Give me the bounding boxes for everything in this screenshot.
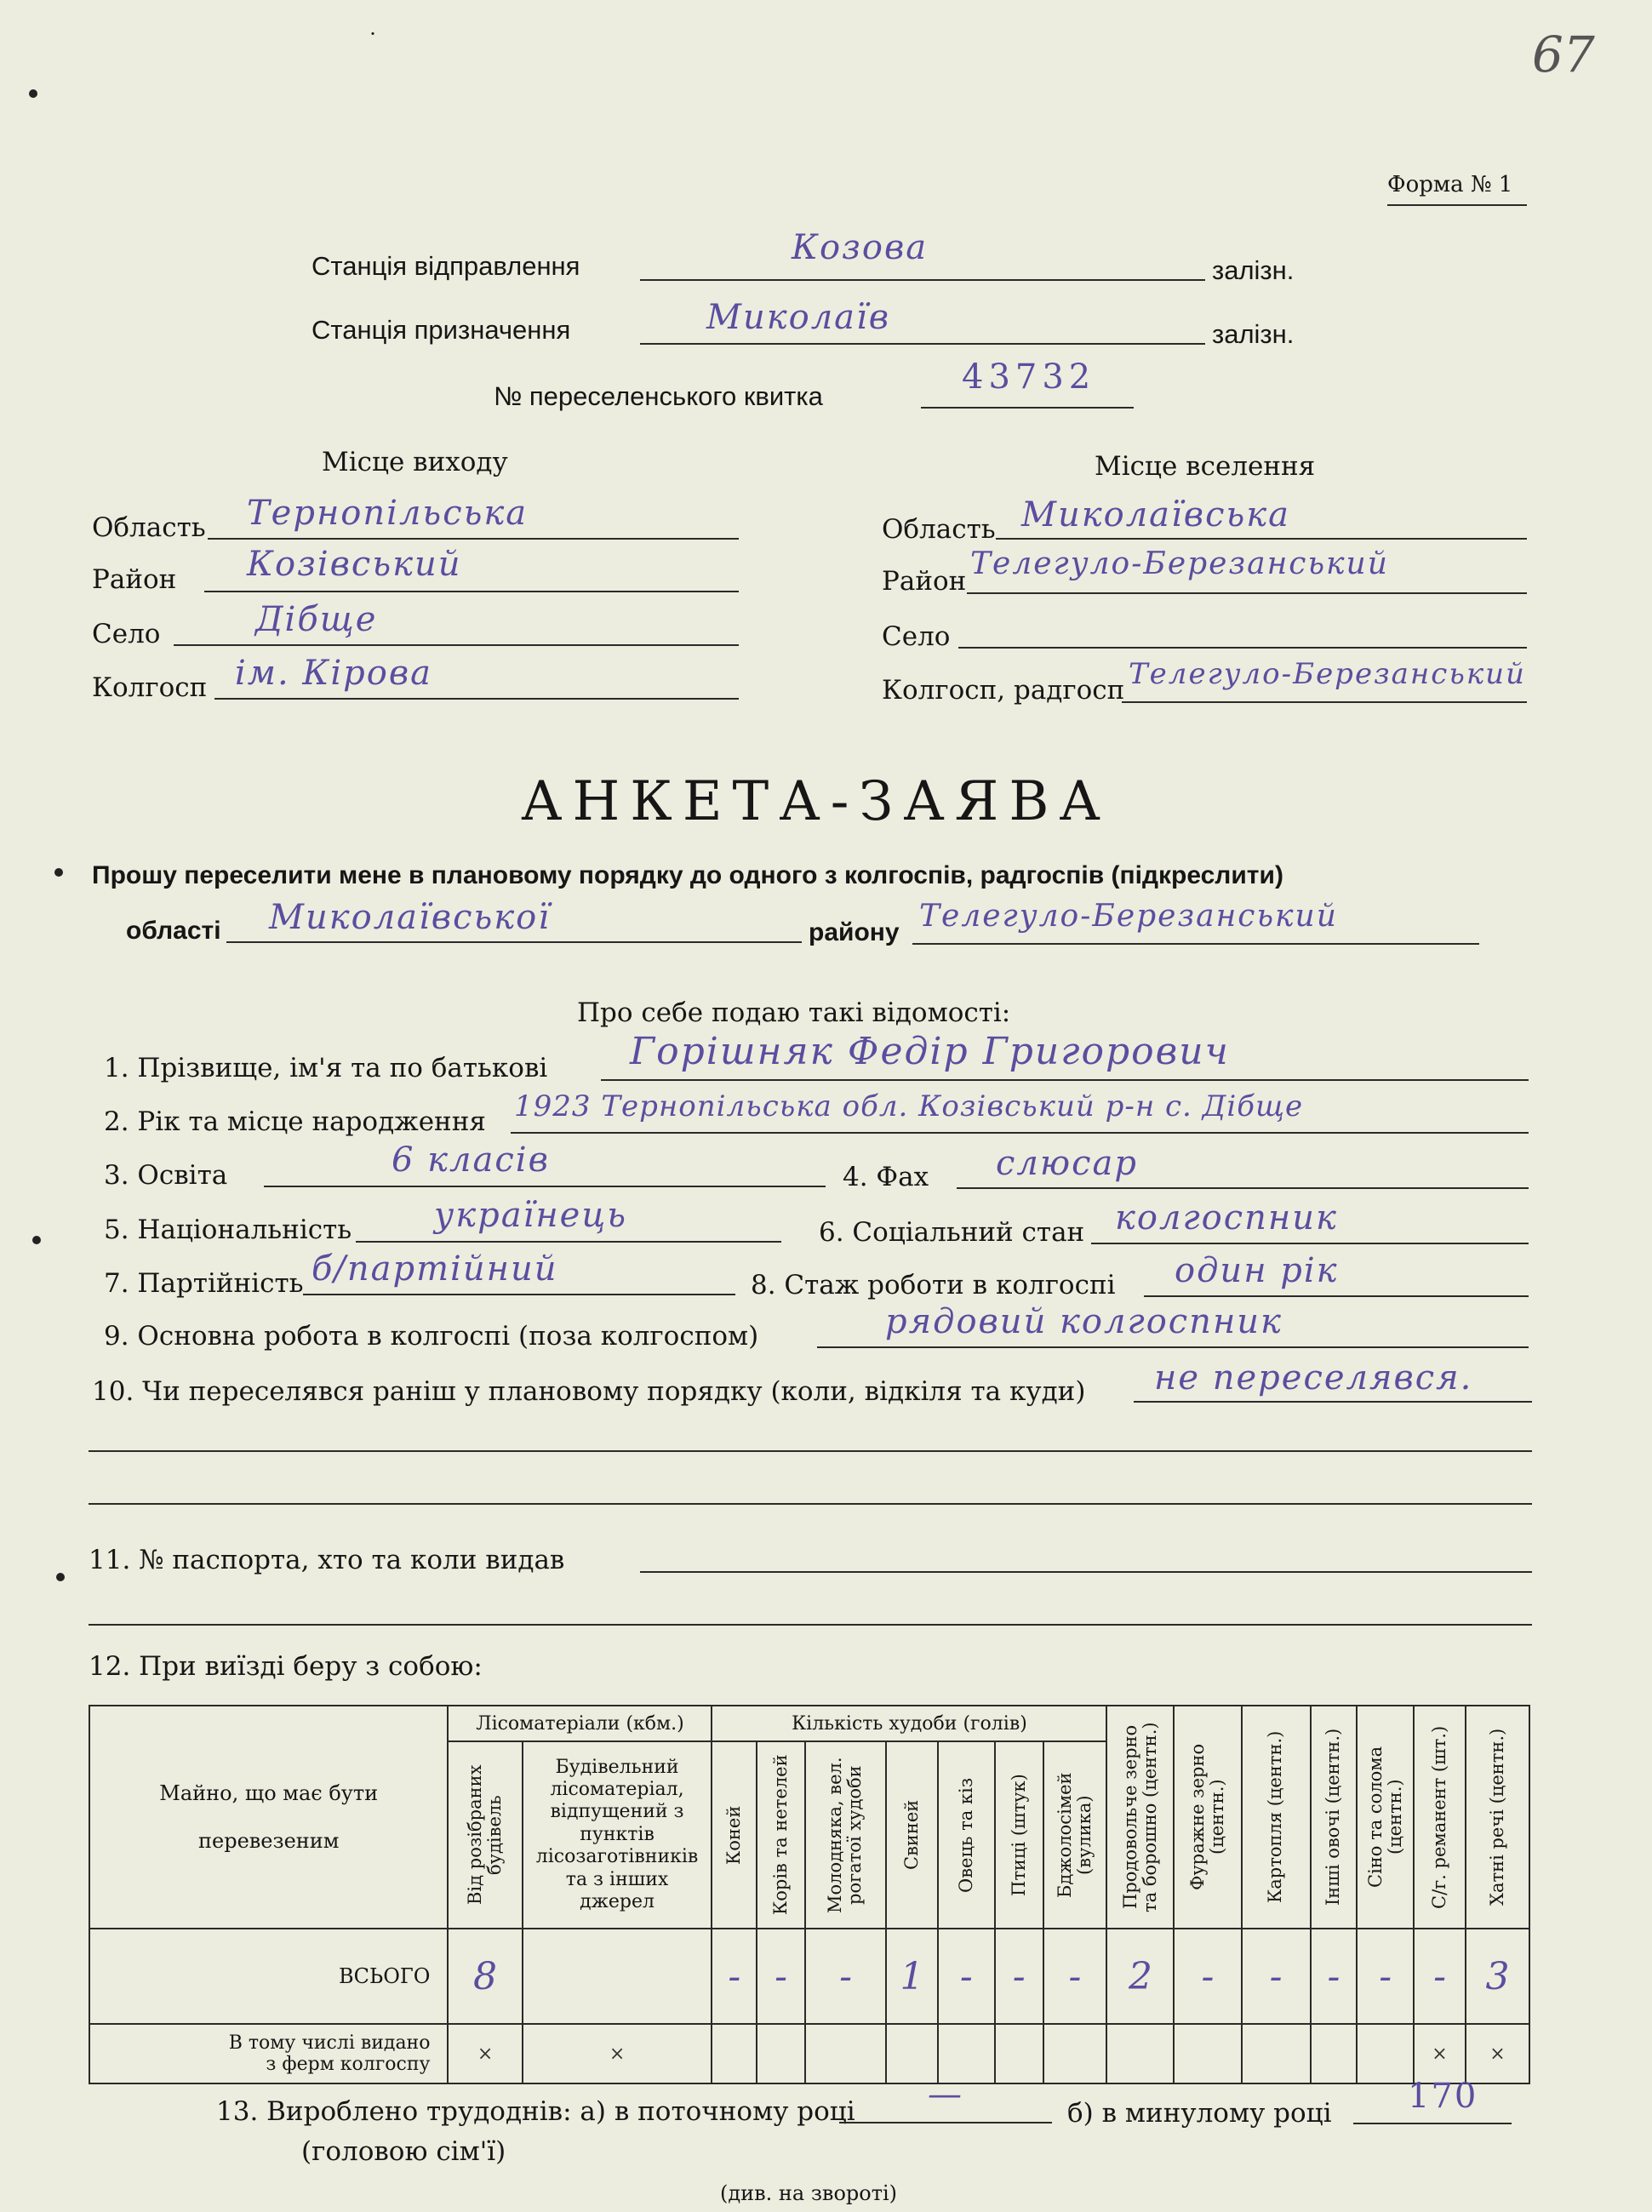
property-header-cell [89, 1706, 448, 1929]
about-heading: Про себе подаю такі відомості: [577, 997, 1011, 1028]
col-horses [712, 1741, 757, 1929]
dest-raion-line [967, 592, 1527, 594]
item-9-label: 9. Основна робота в колгоспі (поза колгоспом) [104, 1321, 759, 1352]
row-farm-label [89, 2024, 448, 2083]
item-11-label: 11. № паспорта, хто та коли видав [89, 1545, 565, 1575]
total-cell: 8 [448, 1929, 522, 2024]
total-cell: - [1311, 1929, 1358, 2024]
origin-heading: Місце виходу [322, 447, 508, 477]
origin-oblast-label: Область [92, 512, 206, 543]
item-2-line [511, 1132, 1529, 1134]
page-number: 67 [1532, 26, 1595, 83]
destination-station-value: Миколаїв [706, 298, 891, 337]
col-pigs [886, 1741, 938, 1929]
col-poultry [995, 1741, 1043, 1929]
total-cell: - [712, 1929, 757, 2024]
item-5-label: 5. Національність [104, 1215, 352, 1245]
col-pigs-label: Свиней [900, 1799, 922, 1871]
item-6-value: колгоспник [1115, 1198, 1338, 1237]
margin-mark [29, 89, 37, 98]
item-1-line [601, 1079, 1529, 1081]
farm-cell [995, 2024, 1043, 2083]
livestock-group-header: Кількість худоби (голів) [712, 1706, 1106, 1741]
destination-station-line [640, 343, 1205, 345]
farm-cell [1311, 2024, 1358, 2083]
ticket-line [921, 407, 1134, 409]
col-sheep-label: Овець та кіз [955, 1777, 976, 1893]
destination-station-suffix: залізн. [1212, 319, 1295, 349]
ticket-value: 43732 [962, 357, 1096, 397]
item-4-line [957, 1187, 1529, 1189]
total-cell: - [1242, 1929, 1311, 2024]
workdays-current-line [839, 2122, 1052, 2123]
margin-mark [54, 868, 63, 877]
item-3-line [264, 1186, 826, 1187]
farm-cell [1174, 2024, 1241, 2083]
origin-oblast-value: Тернопільська [247, 494, 529, 533]
request-oblast-label: області [126, 917, 221, 945]
col-sheep [938, 1741, 995, 1929]
total-cell: - [1043, 1929, 1107, 2024]
item-7-label: 7. Партійність [104, 1268, 304, 1299]
total-cell: - [995, 1929, 1043, 2024]
dest-selo-label: Село [882, 621, 951, 652]
farm-cell [805, 2024, 886, 2083]
item-11-line [640, 1571, 1532, 1573]
request-raion-line [912, 943, 1479, 945]
property-table [89, 1705, 1530, 2084]
request-oblast-line [226, 941, 802, 943]
margin-mark [56, 1573, 65, 1581]
item-10-value: не переселявся. [1154, 1358, 1473, 1398]
item-5-value: українець [434, 1196, 628, 1235]
origin-raion-label: Район [92, 564, 177, 595]
farm-cell [1106, 2024, 1174, 2083]
total-cell: - [805, 1929, 886, 2024]
item-8-label: 8. Стаж роботи в колгоспі [751, 1270, 1116, 1300]
col-potato [1242, 1706, 1311, 1929]
footer-note: (див. на звороті) [720, 2181, 898, 2205]
total-cell: 2 [1106, 1929, 1174, 2024]
destination-heading: Місце вселення [1095, 451, 1316, 482]
item-10-line-2 [89, 1450, 1532, 1452]
col-potato-label: Картопля (центн.) [1265, 1730, 1286, 1904]
col-bees-label: Бджолосімей (вулика) [1054, 1772, 1095, 1898]
workdays-label: 13. Вироблено трудоднів: а) в поточному році [216, 2096, 855, 2127]
workdays-sub-label: (головою сім'ї) [301, 2136, 506, 2167]
dest-raion-value: Тeлегуло-Березанський [970, 546, 1389, 581]
workdays-current-value: — [928, 2075, 963, 2114]
item-2-value: 1923 Тернопільська обл. Козівський р-н с. Дібще [514, 1089, 1304, 1123]
item-1-value: Горішняк Федір Григорович [630, 1030, 1230, 1073]
form-number: Форма № 1 [1387, 172, 1513, 197]
origin-kolhosp-value: ім. Кірова [235, 654, 432, 693]
total-cell: - [1357, 1929, 1414, 2024]
dest-kolhosp-line [1122, 701, 1527, 703]
item-8-line [1144, 1295, 1529, 1297]
item-11-line-2 [89, 1624, 1532, 1626]
origin-oblast-line [208, 538, 739, 540]
item-3-value: 6 класів [392, 1140, 550, 1180]
workdays-prev-value: 170 [1408, 2077, 1478, 2116]
col-horses-label: Коней [723, 1805, 745, 1865]
item-2-label: 2. Рік та місце народження [104, 1106, 486, 1137]
col-hay [1357, 1706, 1414, 1929]
dest-kolhosp-label: Колгосп, радгосп [882, 675, 1125, 706]
col-household [1466, 1706, 1529, 1929]
timber-group-header: Лісоматеріали (кбм.) [448, 1706, 712, 1741]
request-raion-label: району [809, 918, 900, 946]
col-young-cattle-label: Молодняка, вел. рогатої худоби [825, 1757, 866, 1913]
col-cows [757, 1741, 805, 1929]
origin-kolhosp-line [214, 698, 739, 700]
form-title: АНКЕТА-ЗАЯВА [521, 770, 1111, 833]
col-forage-grain-label: Фуражне зерно (центн.) [1186, 1743, 1227, 1891]
col-food-grain-label: Продовольче зерно та борошно (центн.) [1119, 1722, 1160, 1912]
dest-selo-line [958, 647, 1527, 649]
farm-cell [757, 2024, 805, 2083]
item-1-label: 1. Прізвище, ім'я та по батькові [104, 1053, 548, 1083]
total-cell: 1 [886, 1929, 938, 2024]
table-row-farm [89, 2024, 1529, 2083]
col-forage-grain [1174, 1706, 1241, 1929]
col-building-timber: Будівельний лісоматеріал, відпущений з пунктів лісозаготівників та з інших джерел [523, 1741, 712, 1929]
col-poultry-label: Птиці (штук) [1008, 1774, 1029, 1896]
dest-raion-label: Район [882, 566, 967, 597]
farm-cell: × [1466, 2024, 1529, 2083]
item-10-label: 10. Чи переселявся раніш у плановому порядку (коли, відкіля та куди) [92, 1376, 1086, 1407]
origin-raion-value: Козівський [247, 545, 462, 584]
item-7-line [303, 1294, 735, 1295]
row-farm-label-text: В тому числі видано з ферм колгоспу [228, 2032, 431, 2075]
margin-mark [32, 1236, 41, 1244]
item-4-label: 4. Фах [843, 1162, 929, 1192]
farm-cell: × [523, 2024, 712, 2083]
origin-selo-line [174, 644, 739, 646]
item-10-line [1134, 1401, 1532, 1403]
farm-cell [1043, 2024, 1107, 2083]
origin-selo-value: Дібще [255, 600, 378, 639]
col-vegetables [1311, 1706, 1358, 1929]
form-number-underline [1387, 204, 1527, 206]
request-text: Прошу переселити мене в плановому порядку до одного з колгоспів, радгоспів (підкреслити) [92, 861, 1283, 889]
total-cell: - [757, 1929, 805, 2024]
origin-raion-line [204, 591, 739, 592]
workdays-prev-label: б) в минулому році [1067, 2098, 1332, 2129]
item-4-value: слюсар [996, 1144, 1138, 1183]
item-9-line [817, 1346, 1529, 1348]
col-cows-label: Корів та нетелей [769, 1754, 791, 1916]
col-bees [1043, 1741, 1107, 1929]
col-young-cattle [805, 1741, 886, 1929]
total-cell: - [938, 1929, 995, 2024]
col-vegetables-label: Інші овочі (центн.) [1323, 1728, 1344, 1906]
farm-cell: × [1414, 2024, 1466, 2083]
col-implements [1414, 1706, 1466, 1929]
total-cell: - [1414, 1929, 1466, 2024]
request-raion-value: Тeлегуло-Березанський [919, 899, 1338, 934]
item-8-value: один рік [1175, 1251, 1339, 1290]
farm-cell: × [448, 2024, 522, 2083]
col-household-label: Хатні речі (центн.) [1486, 1728, 1507, 1906]
item-6-line [1091, 1243, 1529, 1244]
item-7-value: б/партійний [312, 1249, 558, 1289]
item-5-line [356, 1241, 781, 1243]
ticket-label: № переселенського квитка [494, 381, 823, 411]
col-dismantled-label: Від розібраних будівель [464, 1764, 506, 1906]
property-header: Майно, що має бути перевезеним [159, 1781, 379, 1853]
col-implements-label: С/г. реманент (шт.) [1428, 1725, 1449, 1909]
row-total-label: ВСЬОГО [89, 1929, 448, 2024]
origin-kolhosp-label: Колгосп [92, 672, 208, 703]
dest-kolhosp-value: Тeлегуло-Березанський [1129, 657, 1526, 691]
item-6-label: 6. Соціальний стан [819, 1217, 1085, 1248]
farm-cell [1242, 2024, 1311, 2083]
request-oblast-value: Миколаївської [269, 898, 552, 937]
dest-oblast-value: Миколаївська [1021, 495, 1290, 534]
departure-station-suffix: залізн. [1212, 255, 1295, 285]
total-cell: - [1174, 1929, 1241, 2024]
item-9-value: рядовий колгоспник [885, 1302, 1283, 1341]
dest-oblast-label: Область [882, 514, 996, 545]
workdays-prev-line [1353, 2123, 1512, 2124]
table-row-total [89, 1929, 1529, 2024]
item-12-label: 12. При виїзді беру з собою: [89, 1651, 483, 1682]
dest-oblast-line [996, 538, 1527, 540]
departure-station-value: Козова [792, 228, 929, 267]
total-cell: 3 [1466, 1929, 1529, 2024]
farm-cell [1357, 2024, 1414, 2083]
farm-cell [712, 2024, 757, 2083]
item-10-line-3 [89, 1503, 1532, 1505]
item-3-label: 3. Освіта [104, 1160, 228, 1191]
destination-station-label: Станція призначення [312, 315, 571, 345]
departure-station-line [640, 279, 1205, 281]
departure-station-label: Станція відправлення [312, 251, 580, 281]
col-food-grain [1106, 1706, 1174, 1929]
col-hay-label: Сіно та солома (центн.) [1364, 1746, 1405, 1889]
origin-selo-label: Село [92, 619, 161, 649]
total-cell [523, 1929, 712, 2024]
col-dismantled [448, 1741, 522, 1929]
